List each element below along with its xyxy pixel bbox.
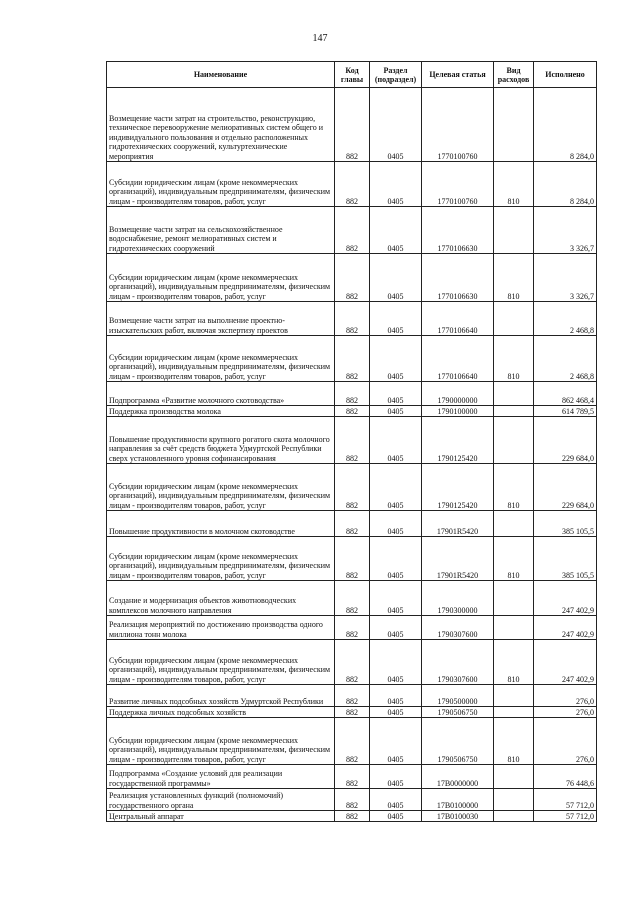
cell-name: Субсидии юридическим лицам (кроме некоммерческих организаций), индивидуальным предпринимателям, физическим лицам - производителям товаров, работ, услуг (107, 336, 335, 382)
cell-name: Субсидии юридическим лицам (кроме некоммерческих организаций), индивидуальным предпринимателям, физическим лицам - производителям товаров, работ, услуг (107, 162, 335, 207)
cell-name: Создание и модернизация объектов животноводческих комплексов молочного направления (107, 581, 335, 616)
cell-code: 882 (335, 336, 370, 382)
cell-section: 0405 (370, 707, 422, 718)
table-row (107, 640, 597, 685)
cell-amount: 276,0 (534, 718, 597, 765)
cell-target: 1770100760 (422, 162, 494, 207)
table-row (107, 302, 597, 336)
cell-code: 882 (335, 789, 370, 811)
cell-amount: 57 712,0 (534, 811, 597, 822)
cell-code: 882 (335, 162, 370, 207)
cell-type (494, 88, 534, 162)
cell-name: Субсидии юридическим лицам (кроме некоммерческих организаций), индивидуальным предпринимателям, физическим лицам - производителям товаров, работ, услуг (107, 537, 335, 581)
cell-code: 882 (335, 207, 370, 254)
cell-name: Центральный аппарат (107, 811, 335, 822)
cell-type (494, 207, 534, 254)
cell-name: Реализация мероприятий по достижению производства одного миллиона тонн молока (107, 616, 335, 640)
cell-type (494, 382, 534, 406)
cell-target: 1770106640 (422, 302, 494, 336)
cell-section: 0405 (370, 685, 422, 707)
cell-section: 0405 (370, 336, 422, 382)
cell-amount: 2 468,8 (534, 302, 597, 336)
cell-amount: 614 789,5 (534, 406, 597, 417)
table-row (107, 511, 597, 537)
cell-amount: 57 712,0 (534, 789, 597, 811)
cell-code: 882 (335, 406, 370, 417)
cell-target: 1790000000 (422, 382, 494, 406)
cell-section: 0405 (370, 537, 422, 581)
cell-type: 810 (494, 254, 534, 302)
cell-amount: 276,0 (534, 685, 597, 707)
cell-section: 0405 (370, 88, 422, 162)
header-code: Код главы (335, 62, 370, 88)
table-row (107, 406, 597, 417)
cell-type: 810 (494, 640, 534, 685)
cell-section: 0405 (370, 254, 422, 302)
cell-code: 882 (335, 811, 370, 822)
cell-amount: 8 284,0 (534, 88, 597, 162)
page-number: 147 (312, 33, 328, 44)
cell-name: Субсидии юридическим лицам (кроме некоммерческих организаций), индивидуальным предпринимателям, физическим лицам - производителям товаров, работ, услуг (107, 640, 335, 685)
cell-name: Повышение продуктивности крупного рогатого скота молочного направления за счёт средств бюджета Удмуртской Республики сверх установленного уровня софинансирования (107, 417, 335, 464)
table-row (107, 685, 597, 707)
table-row (107, 254, 597, 302)
cell-name: Поддержка личных подсобных хозяйств (107, 707, 335, 718)
cell-section: 0405 (370, 406, 422, 417)
table-row (107, 417, 597, 464)
table-header-row (107, 62, 597, 88)
cell-type (494, 811, 534, 822)
cell-target: 17В0100000 (422, 789, 494, 811)
cell-name: Субсидии юридическим лицам (кроме некоммерческих организаций), индивидуальным предпринимателям, физическим лицам - производителям товаров, работ, услуг (107, 718, 335, 765)
cell-amount: 229 684,0 (534, 464, 597, 511)
cell-target: 1790307600 (422, 616, 494, 640)
cell-section: 0405 (370, 207, 422, 254)
cell-section: 0405 (370, 765, 422, 789)
cell-type: 810 (494, 336, 534, 382)
cell-type: 810 (494, 537, 534, 581)
cell-name: Развитие личных подсобных хозяйств Удмуртской Республики (107, 685, 335, 707)
cell-amount: 247 402,9 (534, 581, 597, 616)
header-section: Раздел (подраздел) (370, 62, 422, 88)
cell-name: Возмещение части затрат на сельскохозяйственное водоснабжение, ремонт мелиоративных систем и гидротехнических сооружений (107, 207, 335, 254)
table-row (107, 765, 597, 789)
cell-target: 17901R5420 (422, 537, 494, 581)
cell-amount: 3 326,7 (534, 254, 597, 302)
cell-target: 1770106630 (422, 254, 494, 302)
cell-section: 0405 (370, 302, 422, 336)
cell-type: 810 (494, 162, 534, 207)
header-name: Наименование (107, 62, 335, 88)
cell-code: 882 (335, 511, 370, 537)
cell-type (494, 707, 534, 718)
cell-target: 1770106640 (422, 336, 494, 382)
cell-name: Поддержка производства молока (107, 406, 335, 417)
cell-target: 1790307600 (422, 640, 494, 685)
cell-code: 882 (335, 616, 370, 640)
cell-amount: 276,0 (534, 707, 597, 718)
table-row (107, 336, 597, 382)
cell-target: 17В0100030 (422, 811, 494, 822)
cell-section: 0405 (370, 464, 422, 511)
cell-code: 882 (335, 302, 370, 336)
cell-type (494, 406, 534, 417)
table-row (107, 707, 597, 718)
table-row (107, 207, 597, 254)
table-row (107, 382, 597, 406)
cell-section: 0405 (370, 511, 422, 537)
cell-name: Субсидии юридическим лицам (кроме некоммерческих организаций), индивидуальным предпринимателям, физическим лицам - производителям товаров, работ, услуг (107, 464, 335, 511)
table-row (107, 581, 597, 616)
cell-code: 882 (335, 382, 370, 406)
cell-type: 810 (494, 464, 534, 511)
cell-name: Реализация установленных функций (полномочий) государственного органа (107, 789, 335, 811)
table-row (107, 718, 597, 765)
table-body (107, 88, 597, 822)
cell-amount: 229 684,0 (534, 417, 597, 464)
cell-section: 0405 (370, 417, 422, 464)
cell-target: 1770106630 (422, 207, 494, 254)
cell-name: Подпрограмма «Развитие молочного скотоводства» (107, 382, 335, 406)
cell-code: 882 (335, 707, 370, 718)
header-target: Целевая статья (422, 62, 494, 88)
cell-code: 882 (335, 581, 370, 616)
cell-amount: 385 105,5 (534, 537, 597, 581)
cell-target: 1790506750 (422, 718, 494, 765)
cell-amount: 3 326,7 (534, 207, 597, 254)
cell-name: Подпрограмма «Создание условий для реализации государственной программы» (107, 765, 335, 789)
cell-section: 0405 (370, 162, 422, 207)
header-type: Вид расходов (494, 62, 534, 88)
cell-type (494, 789, 534, 811)
cell-target: 1790500000 (422, 685, 494, 707)
cell-type (494, 302, 534, 336)
cell-code: 882 (335, 685, 370, 707)
cell-amount: 862 468,4 (534, 382, 597, 406)
table-row (107, 88, 597, 162)
cell-code: 882 (335, 417, 370, 464)
cell-code: 882 (335, 464, 370, 511)
cell-name: Повышение продуктивности в молочном скотоводстве (107, 511, 335, 537)
cell-section: 0405 (370, 718, 422, 765)
cell-target: 1790125420 (422, 417, 494, 464)
cell-section: 0405 (370, 616, 422, 640)
table-row (107, 811, 597, 822)
cell-code: 882 (335, 254, 370, 302)
cell-amount: 2 468,8 (534, 336, 597, 382)
cell-amount: 76 448,6 (534, 765, 597, 789)
cell-code: 882 (335, 88, 370, 162)
cell-amount: 8 284,0 (534, 162, 597, 207)
cell-target: 1790100000 (422, 406, 494, 417)
cell-type (494, 685, 534, 707)
expenditure-table (106, 61, 597, 822)
cell-code: 882 (335, 640, 370, 685)
cell-section: 0405 (370, 581, 422, 616)
cell-section: 0405 (370, 811, 422, 822)
cell-target: 1790506750 (422, 707, 494, 718)
table-row (107, 464, 597, 511)
cell-type (494, 511, 534, 537)
cell-code: 882 (335, 718, 370, 765)
cell-amount: 385 105,5 (534, 511, 597, 537)
cell-type: 810 (494, 718, 534, 765)
cell-type (494, 417, 534, 464)
cell-name: Возмещение части затрат на выполнение проектно-изыскательских работ, включая экспертизу проектов (107, 302, 335, 336)
cell-code: 882 (335, 765, 370, 789)
cell-target: 17901R5420 (422, 511, 494, 537)
cell-section: 0405 (370, 789, 422, 811)
cell-target: 17В0000000 (422, 765, 494, 789)
cell-target: 1790125420 (422, 464, 494, 511)
cell-type (494, 581, 534, 616)
cell-section: 0405 (370, 640, 422, 685)
header-amount: Исполнено (534, 62, 597, 88)
cell-name: Субсидии юридическим лицам (кроме некоммерческих организаций), индивидуальным предпринимателям, физическим лицам - производителям товаров, работ, услуг (107, 254, 335, 302)
cell-type (494, 616, 534, 640)
table-row (107, 537, 597, 581)
cell-type (494, 765, 534, 789)
cell-amount: 247 402,9 (534, 640, 597, 685)
cell-target: 1790300000 (422, 581, 494, 616)
cell-code: 882 (335, 537, 370, 581)
table-row (107, 789, 597, 811)
table-row (107, 162, 597, 207)
table-row (107, 616, 597, 640)
cell-name: Возмещение части затрат на строительство, реконструкцию, техническое перевооружение мелиоративных систем общего и индивидуального пользования и отдельно расположенных гидротехнических сооружений, культуртехнические мероприятия (107, 88, 335, 162)
cell-amount: 247 402,9 (534, 616, 597, 640)
cell-target: 1770100760 (422, 88, 494, 162)
cell-section: 0405 (370, 382, 422, 406)
